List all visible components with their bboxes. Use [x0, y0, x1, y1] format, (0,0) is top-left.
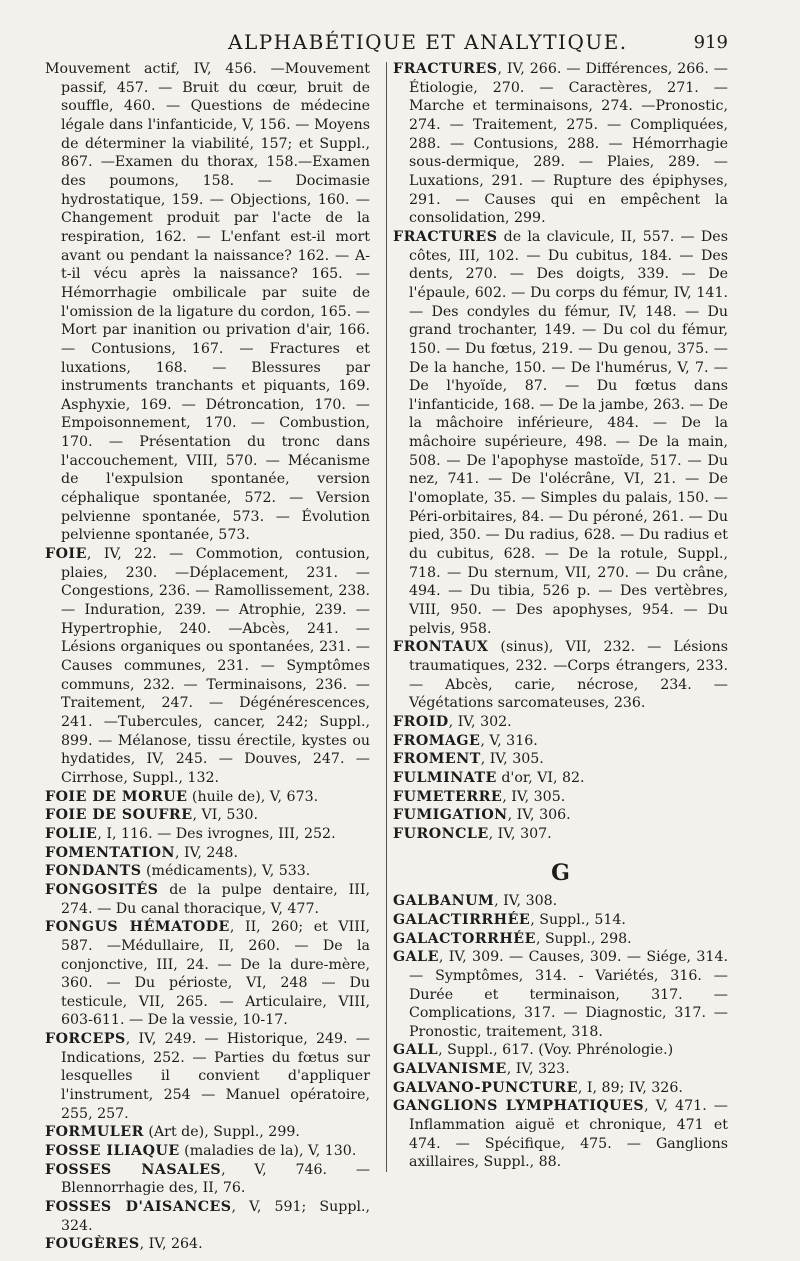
entry-headword: FONDANTS [45, 863, 142, 880]
page-header [40, 30, 730, 60]
index-entry [393, 911, 728, 930]
entry-text: , IV, 306. [507, 807, 571, 824]
index-entry [45, 1142, 370, 1161]
entry-headword: GALVANISME [393, 1061, 507, 1078]
entry-text: , V, 591; Suppl., 324. [61, 1199, 370, 1234]
entry-headword: FROMENT [393, 751, 481, 768]
entry-text: , IV, 305. [480, 751, 544, 768]
index-entry [393, 228, 728, 638]
entry-text: (huile de), V, 673. [187, 788, 319, 805]
entry-text: , Suppl., 514. [530, 911, 626, 928]
index-entry [45, 862, 370, 881]
index-entry [45, 806, 370, 825]
index-entry [45, 60, 370, 545]
entry-text: , IV, 248. [174, 844, 238, 861]
column-divider [386, 62, 387, 1172]
index-entry [393, 948, 728, 1041]
index-entry [45, 1235, 370, 1254]
index-entry [393, 638, 728, 713]
index-entry [45, 844, 370, 863]
left-column [45, 60, 370, 1254]
entry-headword: FORCEPS [45, 1031, 126, 1048]
entry-headword: FOLIE [45, 825, 98, 842]
entry-text: , IV, 264. [139, 1236, 203, 1253]
entry-text: , V, 746. — Blennorrhagie des, II, 76. [61, 1161, 371, 1197]
section-f [393, 60, 728, 844]
index-entry [393, 1060, 728, 1079]
entry-text: (médicaments), V, 533. [141, 863, 311, 880]
entry-text: (maladies de la), V, 130. [179, 1143, 357, 1160]
entry-headword: GALE [393, 949, 439, 966]
entry-headword: FOIE DE MORUE [45, 788, 188, 805]
index-entry [393, 732, 728, 751]
entry-text: , IV, 305. [502, 788, 566, 805]
entry-text: (Art de), Suppl., 299. [143, 1124, 300, 1141]
index-entry [45, 825, 370, 844]
entry-text: Mouvement actif, IV, 456. —Mouvement passif, 457. — Bruit du cœur, bruit de souffle, 460. — Questions de médecine légale dans l'infanticide, V, 156. — Moyens de déterminer la viabilité, 157; et Suppl., 867. —Examen du thorax, 158.—Examen des poumons, 158. — Docimasie hydrostatique, 159. — Objections, 160. — Changement produit par l'acte de la respiration, 162. — L'enfant est-il mort avant ou pendant la naissance? 162. — A-t-il vécu après la naissance? 165. —Hémorrhagie ombilicale par suite de l'omission de la ligature du cordon, 165. —Mort par inanition ou privation d'air, 166. — Contusions, 167. — Fractures et luxations, 168. — Blessures par instruments tranchants et piquants, 169. Asphyxie, 169. — Détroncation, 170. — Empoisonnement, 170. — Combustion, 170. — Présentation du tronc dans l'accouchement, VIII, 570. — Mécanisme de l'expulsion spontanée, version céphalique spontanée, 572. — Version pelvienne spontanée, 573. — Évolution pelvienne spontanée, 573. [45, 61, 370, 544]
entry-text: , IV, 309. — Causes, 309. — Siége, 314. — Symptômes, 314. - Variétés, 316. — Durée et terminaison, 317. — Complications, 317. — Diagnostic, 317. — Pronostic, traitement, 318. [409, 949, 728, 1040]
entry-headword: FONGOSITÉS [45, 881, 159, 898]
index-entry [393, 750, 728, 769]
entry-headword: FONGUS HÉMATODE [45, 919, 230, 936]
entry-headword: FUMETERRE [393, 788, 503, 805]
index-entry [393, 825, 728, 844]
entry-headword: GALACTORRHÉE [393, 930, 536, 947]
entry-headword: FOIE [45, 546, 87, 563]
letter-heading-g: G [551, 859, 570, 886]
entry-headword: FOSSES D'AISANCES [45, 1199, 232, 1216]
entry-headword: FOUGÈRES [45, 1236, 140, 1253]
entry-text: , IV, 266. — Différences, 266. — Étiologie, 270. — Caractères, 271. — Marche et terminaisons, 274. —Pronostic, 274. — Traitement, 275. — Compliquées, 288. — Contusions, 288. — Hémorrhagie sous-dermique, 289. — Plaies, 289. — Luxations, 291. — Rupture des épiphyses, 291. — Causes qui en empêchent la consolidation, 299. [409, 61, 728, 227]
entry-headword: FROID [393, 713, 449, 730]
section-g [393, 892, 728, 1172]
index-entry [393, 892, 728, 911]
entry-headword: GALBANUM [393, 893, 495, 910]
page-number: 919 [693, 32, 728, 53]
entry-headword: FOSSE ILIAQUE [45, 1143, 180, 1160]
entry-headword: GALVANO-PUNCTURE [393, 1079, 578, 1096]
entry-headword: FOMENTATION [45, 844, 175, 861]
index-entry [393, 1041, 728, 1060]
entry-headword: FROMAGE [393, 732, 481, 749]
entry-headword: FOSSES NASALES [45, 1161, 222, 1178]
index-entry [45, 881, 370, 918]
index-entry [393, 806, 728, 825]
index-entry [45, 1198, 370, 1235]
entry-text: d'or, VI, 82. [496, 769, 585, 786]
entry-text: de la pulpe dentaire, III, 274. — Du canal thoracique, V, 477. [61, 881, 370, 917]
entry-headword: FORMULER [45, 1124, 144, 1141]
index-entry [393, 1097, 728, 1172]
index-entry [393, 1079, 728, 1098]
index-entry [393, 788, 728, 807]
entry-text: , VI, 530. [192, 807, 259, 824]
entry-text: , IV, 249. — Historique, 249. — Indications, 252. — Parties du fœtus sur lesquelles il convient d'appliquer l'instrument, 254 — Manuel opératoire, 255, 257. [61, 1031, 370, 1122]
entry-headword: GANGLIONS LYMPHATIQUES [393, 1098, 645, 1115]
index-entry [393, 60, 728, 228]
entry-headword: FRACTURES [393, 228, 498, 245]
entry-text: , IV, 22. — Commotion, contusion, plaies, 230. —Déplacement, 231. — Congestions, 236. — Ramollissement, 238. — Induration, 239. — Atrophie, 239. — Hypertrophie, 240. —Abcès, 241. — Lésions organiques ou spontanées, 231. — Causes communes, 231. — Symptômes communs, 232. — Terminaisons, 236. — Traitement, 247. — Dégénérescences, 241. —Tubercules, cancer, 242; Suppl., 899. — Mélanose, tissu érectile, kystes ou hydatides, IV, 245. — Douves, 247. —Cirrhose, Suppl., 132. [61, 546, 370, 786]
index-entry [45, 1030, 370, 1123]
entry-text: , Suppl., 617. (Voy. Phrénologie.) [438, 1042, 674, 1059]
right-column [393, 60, 728, 1172]
entry-text: (sinus), VII, 232. — Lésions traumatiques, 232. —Corps étrangers, 233. — Abcès, carie, nécrose, 234. — Végétations sarcomateuses, 236. [409, 639, 728, 712]
entry-headword: FOIE DE SOUFRE [45, 807, 193, 824]
entry-headword: FRACTURES [393, 61, 498, 77]
index-entry [45, 545, 370, 788]
entry-text: , IV, 307. [488, 825, 552, 842]
entry-headword: FULMINATE [393, 769, 497, 786]
entry-text: , I, 89; IV, 326. [577, 1079, 683, 1096]
entry-text: de la clavicule, II, 557. — Des côtes, III, 102. — Du cubitus, 184. — Des dents, 270. — Des doigts, 339. — De l'épaule, 602. — Du corps du fémur, IV, 141. — Des condyles du fémur, IV, 148. — Du grand trochanter, 149. — Du col du fémur, 150. — Du fœtus, 219. — Du genou, 375. — De la hanche, 150. — De l'humérus, V, 7. — De l'hyoïde, 87. — Du fœtus dans l'infanticide, 168. — De la jambe, 263. — De la mâchoire inférieure, 484. — De la mâchoire supérieure, 498. — De la main, 508. — De l'apophyse mastoïde, 517. — Du nez, 741. — De l'olécrâne, VI, 21. — De l'omoplate, 35. — Simples du palais, 150. — Péri-orbitaires, 84. — Du péroné, 261. — Du pied, 350. — Du radius, 628. — Du radius et du cubitus, 628. — De la rotule, Suppl., 718. — Du sternum, VII, 270. — Du crâne, 494. — Du tibia, 526 p. — Des vertèbres, VIII, 950. — Des apophyses, 954. — Du pelvis, 958. [409, 228, 728, 637]
entry-text: , V, 316. [480, 732, 538, 749]
entry-headword: FRONTAUX [393, 639, 489, 656]
index-entry [45, 918, 370, 1030]
index-entry [393, 930, 728, 949]
entry-text: , Suppl., 298. [535, 930, 632, 947]
index-entry [45, 1161, 370, 1198]
index-entry [393, 769, 728, 788]
entry-headword: FUMIGATION [393, 807, 508, 824]
entry-headword: FURONCLE [393, 825, 489, 842]
entry-text: , V, 471. — Inflammation aiguë et chronique, 471 et 474. — Spécifique, 475. — Ganglions axillaires, Suppl., 88. [409, 1098, 728, 1171]
index-entry [393, 713, 728, 732]
entry-text: , IV, 302. [448, 713, 512, 730]
entry-text: , II, 260; et VIII, 587. —Médullaire, II, 260. — De la conjonctive, III, 24. — De la dure-mère, 360. — Du périoste, VI, 248 — Du testicule, VII, 265. — Articulaire, VIII, 603-611. — De la vessie, 10-17. [61, 919, 371, 1029]
index-entry [45, 788, 370, 807]
index-entry [45, 1123, 370, 1142]
entry-headword: GALL [393, 1042, 439, 1059]
entry-text: , I, 116. — Des ivrognes, III, 252. [97, 825, 336, 842]
entry-text: , IV, 323. [506, 1061, 570, 1078]
running-title: ALPHABÉTIQUE ET ANALYTIQUE. [228, 30, 628, 54]
entry-text: , IV, 308. [494, 893, 558, 910]
entry-headword: GALACTIRRHÉE [393, 911, 531, 928]
